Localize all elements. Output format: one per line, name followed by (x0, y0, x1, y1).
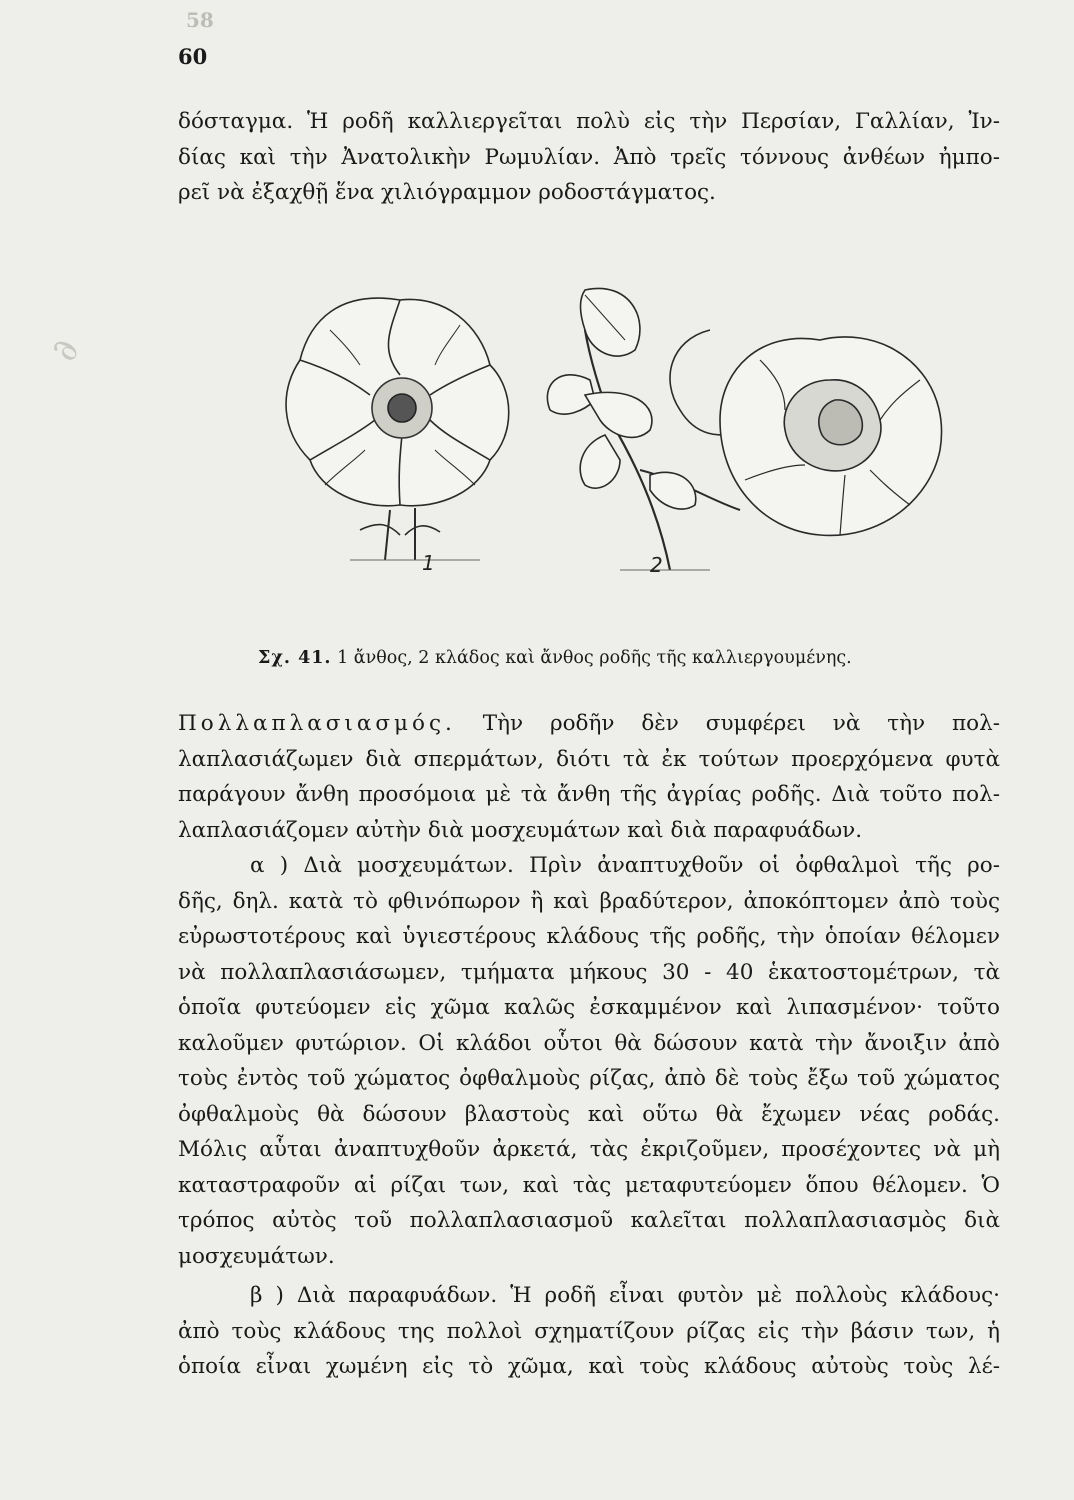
text-line: Μόλις αὗται ἀναπτυχθοῦν ἀρκετά, τὰς ἐκριζοῦμεν, προσέχοντες νὰ μὴ (178, 1137, 1000, 1162)
text-line: τρόπος αὐτὸς τοῦ πολλαπλασιασμοῦ καλεῖται πολλαπλασιασμὸς διὰ (178, 1208, 1000, 1233)
text-line: εὐρωστοτέρους καὶ ὑγιεστέρους κλάδους τῆς ροδῆς, τὴν ὁποίαν θέλομεν (178, 924, 1000, 949)
cultivated-rose-branch-image (547, 288, 941, 570)
text-line: ρεῖ νὰ ἐξαχθῇ ἕνα χιλιόγραμμον ροδοστάγματος. (178, 180, 716, 205)
ghost-page-number: 58 (186, 8, 214, 32)
text-line: ὀφθαλμοὺς θὰ δώσουν βλαστοὺς καὶ οὕτω θὰ ἔχωμεν νέας ροδάς. (178, 1101, 1000, 1127)
text-line: δῆς, δηλ. κατὰ τὸ φθινόπωρον ἢ καὶ βραδύτερον, ἀποκόπτομεν ἀπὸ τοὺς (178, 888, 1000, 914)
text-line: δόσταγμα. Ἡ ροδῆ καλλιεργεῖται πολὺ εἰς τὴν Περσίαν, Γαλλίαν, Ἰν- (178, 109, 1000, 134)
section-a-paragraph (178, 848, 1000, 1274)
text-line: μοσχευμάτων. (178, 1243, 335, 1269)
text-line: δίας καὶ τὴν Ἀνατολικὴν Ρωμυλίαν. Ἀπὸ τρεῖς τόννους ἀνθέων ἠμπο- (178, 144, 1000, 170)
text-line: ὁποία εἶναι χωμένη εἰς τὸ χῶμα, καὶ τοὺς κλάδους αὐτοὺς τοὺς λέ- (178, 1354, 1000, 1379)
figure-label-2: 2 (650, 553, 663, 577)
text-line: λαπλασιάζωμεν διὰ σπερμάτων, διότι τὰ ἐκ τούτων προερχόμενα φυτὰ (178, 746, 1000, 772)
section-heading: Πολλαπλασιασμός. (178, 711, 456, 736)
text-line: α ) Διὰ μοσχευμάτων. Πρὶν ἀναπτυχθοῦν οἱ ὀφθαλμοὶ τῆς ρο- (250, 853, 1000, 878)
page-number: 60 (178, 44, 208, 69)
text-line: ὁποῖα φυτεύομεν εἰς χῶμα καλῶς ἐσκαμμένον καὶ λιπασμένον· τοῦτο (178, 995, 1000, 1020)
propagation-paragraph (178, 706, 1000, 848)
text-line: παράγουν ἄνθη προσόμοια μὲ τὰ ἄνθη τῆς ἀγρίας ροδῆς. Διὰ τοῦτο πολ- (178, 782, 1000, 807)
text-line: ἀπὸ τοὺς κλάδους της πολλοὶ σχηματίζουν ρίζας εἰς τὴν βάσιν των, ἡ (178, 1318, 1000, 1344)
text-line: νὰ πολλαπλασιάσωμεν, τμήματα μήκους 30 - 40 ἑκατοστομέτρων, τὰ (178, 959, 1000, 985)
figure-caption-number: Σχ. 41. (258, 648, 332, 668)
text-line: Τὴν ροδῆν δὲν συμφέρει νὰ τὴν πολ- (482, 711, 1000, 736)
text-line: τοὺς ἐντὸς τοῦ χώματος ὀφθαλμοὺς ρίζας, ἀπὸ δὲ τοὺς ἔξω τοῦ χώματος (178, 1066, 1000, 1091)
rose-illustration (240, 270, 980, 600)
margin-pencil-mark: ∂ (42, 334, 88, 367)
figure-caption-text: 1 ἄνθος, 2 κλάδος καὶ ἄνθος ροδῆς τῆς καλλιεργουμένης. (337, 648, 852, 668)
intro-paragraph (178, 104, 1000, 211)
wild-rose-flower-image (286, 298, 509, 560)
text-line: β ) Διὰ παραφυάδων. Ἡ ροδῆ εἶναι φυτὸν μὲ πολλοὺς κλάδους· (250, 1283, 1000, 1308)
figure-caption (258, 648, 852, 668)
figure-label-1: 1 (422, 551, 435, 575)
text-line: καλοῦμεν φυτώριον. Οἱ κλάδοι οὗτοι θὰ δώσουν κατὰ τὴν ἄνοιξιν ἀπὸ (178, 1030, 1000, 1056)
text-line: λαπλασιάζομεν αὐτὴν διὰ μοσχευμάτων καὶ διὰ παραφυάδων. (178, 817, 863, 843)
text-line: καταστραφοῦν αἱ ρίζαι των, καὶ τὰς μεταφυτεύομεν ὅπου θέλομεν. Ὁ (178, 1172, 1000, 1198)
section-b-paragraph (178, 1278, 1000, 1385)
